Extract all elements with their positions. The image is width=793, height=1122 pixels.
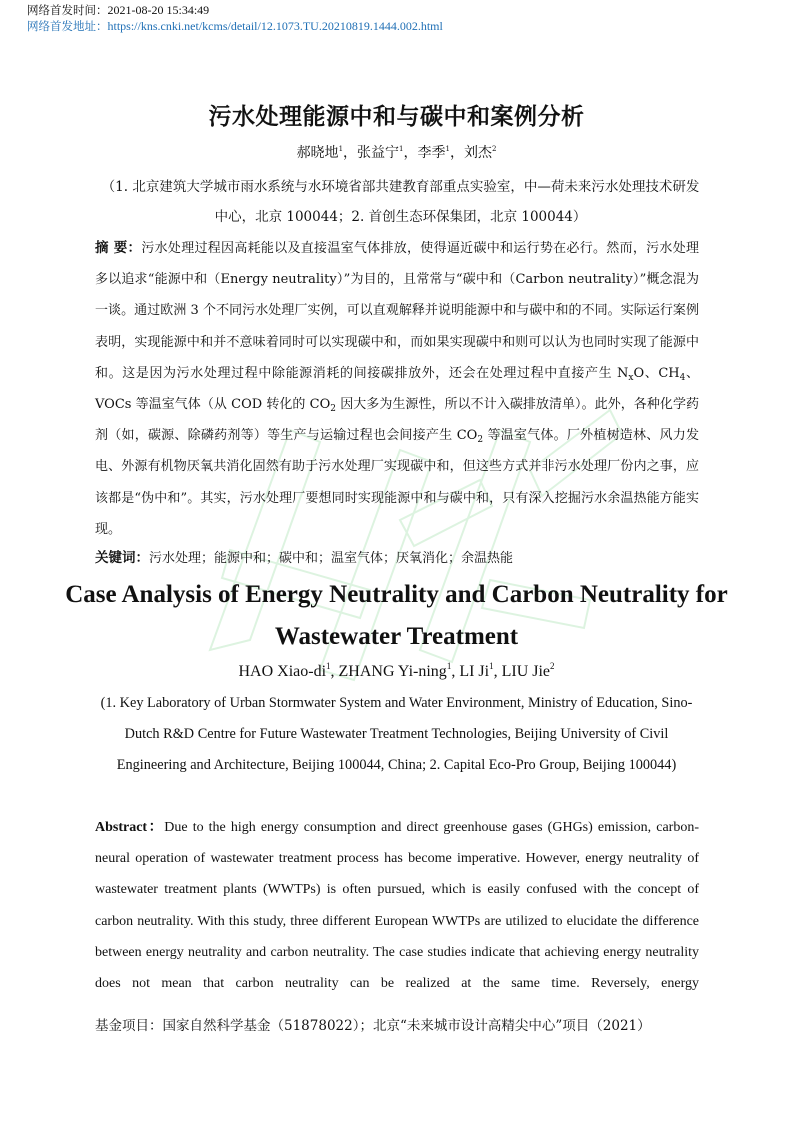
author-en-2-sup: 1	[446, 661, 452, 671]
first-pub-time-value: 2021-08-20 15:34:49	[107, 3, 210, 17]
author-cn-4: 刘杰	[463, 145, 492, 161]
first-pub-addr-link[interactable]: https://kns.cnki.net/kcms/detail/12.1073.TU.20210819.1444.002.html	[107, 19, 443, 33]
subscript: 2	[477, 435, 484, 446]
author-cn-4-sup: 2	[491, 145, 497, 153]
author-sep: ，	[343, 145, 358, 161]
abstract-en-text: Due to the high energy consumption and direct greenhouse gases (GHGs) emission, carbon-neural operation of wastewater treatment process has become imperative. However, energy neutrality of wastewater treatment plants (WWTPs) is often pursued, which is easily confused with the concept of carbon neutrality. With this study, three different European WWTPs are utilized to elucidate the difference between energy neutrality and carbon neutrality. The case studies indicate that achieving energy neutrality does not mean that carbon neutrality can be realized at the same time. Reversely, energy	[95, 820, 699, 992]
author-cn-1: 郝晓地	[296, 145, 339, 161]
author-en-3-sup: 1	[489, 661, 494, 671]
abstract-cn-text: 、VOCs 等温室气体（从 COD 转化的 CO	[95, 365, 699, 413]
author-en-3: LI Ji	[459, 663, 490, 680]
author-sep: ,	[493, 663, 502, 680]
authors-cn	[0, 142, 793, 162]
funding-note: 基金项目：国家自然科学基金（51878022）；北京“未来城市设计高精尖中心”项目（2021）	[95, 1018, 651, 1034]
abstract-cn-text: 污水处理过程因高耗能以及直接温室气体排放，使得逼近碳中和运行势在必行。然而，污水处理多以追求“能源中和（Energy neutrality）”为目的，且常常与“碳中和（Carbon neutrality）”概念混为一谈。通过欧洲 3 个不同污水处理厂实例，可以直观解释并说明能源中和与碳中和的不同。实际运行案例表明，实现能源中和并不意味着同时可以实现碳中和，而如果实现碳中和则可以认为也同时实现了能源中和。这是因为污水处理过程中除能源消耗的间接碳排放外，还会在处理过程中直接产生 N	[95, 241, 699, 381]
author-cn-3-sup: 1	[445, 145, 450, 153]
author-cn-2-sup: 1	[399, 145, 404, 153]
author-en-1-sup: 1	[326, 661, 331, 671]
author-en-2: ZHANG Yi-ning	[338, 663, 447, 680]
first-pub-time-label: 网络首发时间：	[27, 3, 108, 17]
abstract-en-label: Abstract：	[95, 820, 165, 835]
first-pub-time-row	[27, 2, 443, 18]
publication-meta	[27, 2, 443, 34]
author-cn-1-sup: 1	[338, 145, 344, 153]
affiliation-cn: （1. 北京建筑大学城市雨水系统与水环境省部共建教育部重点实验室，中—荷未来污水处理技术研发中心，北京 100044；2. 首创生态环保集团，北京 100044）	[101, 179, 700, 225]
author-cn-3: 李季	[417, 145, 446, 161]
author-sep: ,	[330, 663, 339, 680]
first-pub-addr-row	[27, 18, 443, 34]
keywords-cn	[95, 546, 699, 571]
abstract-cn	[95, 233, 699, 545]
abstract-cn-label: 摘 要：	[95, 240, 142, 256]
abstract-cn-text: O、CH	[633, 365, 680, 381]
keywords-cn-text: 污水处理；能源中和；碳中和；温室气体；厌氧消化；余温热能	[149, 551, 514, 566]
author-sep: ,	[451, 663, 460, 680]
affiliation-en: (1. Key Laboratory of Urban Stormwater System and Water Environment, Ministry of Education, Sino-Dutch R&D Centre for Future Wastewater Treatment Technologies, Beijing University of Civil Engineering and Architecture, Beijing 100044, China; 2. Capital Eco-Pro Group, Beijing 100044)	[100, 695, 693, 773]
subscript: 2	[330, 404, 337, 415]
author-en-4-sup: 2	[550, 661, 555, 671]
author-sep: ，	[449, 145, 464, 161]
subscript: x	[628, 372, 634, 383]
abstract-cn-text: 因大多为生源性，所以不计入碳排放清单）。此外，各种化学药剂（如，碳源、除磷药剂等）等生产与运输过程也会间接产生 CO	[95, 397, 699, 444]
abstract-cn-text: 等温室气体。厂外植树造林、风力发电、外源有机物厌氧共消化固然有助于污水处理厂实现碳中和，但这些方式并非污水处理厂份内之事，应该都是“伪中和”。其实，污水处理厂要想同时实现能源中和与碳中和，只有深入挖掘污水余温热能方能实现。	[95, 428, 699, 537]
abstract-en	[95, 812, 699, 999]
paper-title-cn: 污水处理能源中和与碳中和案例分析	[208, 104, 585, 130]
paper-title-en: Case Analysis of Energy Neutrality and Carbon Neutrality for Wastewater Treatment	[65, 581, 728, 650]
authors-en	[0, 660, 793, 684]
author-cn-2: 张益宁	[357, 145, 400, 161]
author-sep: ，	[403, 145, 418, 161]
first-pub-addr-label: 网络首发地址：	[27, 19, 108, 33]
author-en-1: HAO Xiao-di	[238, 663, 327, 680]
subscript: 4	[679, 372, 686, 383]
author-en-4: LIU Jie	[501, 663, 551, 680]
keywords-cn-label: 关键词：	[95, 550, 149, 566]
